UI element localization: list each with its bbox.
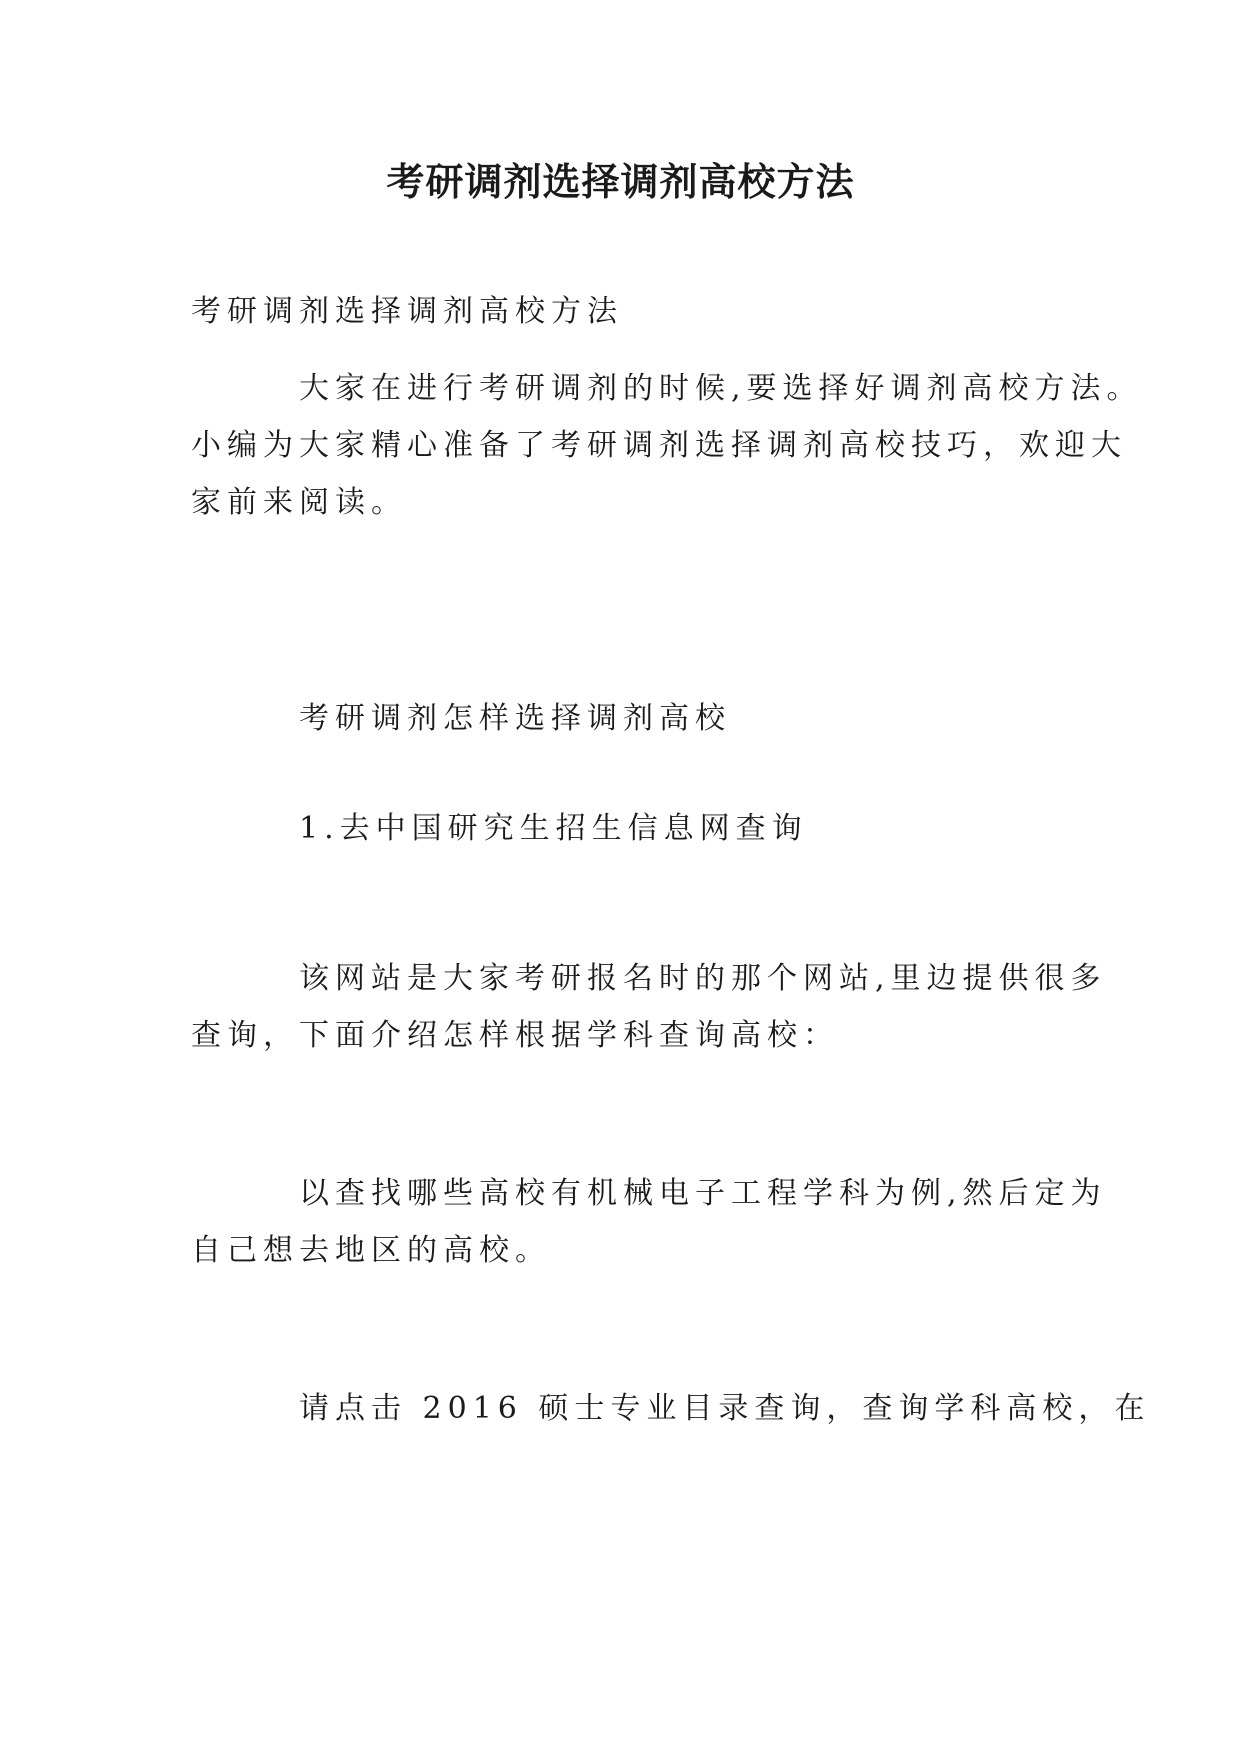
intro-paragraph (191, 360, 1143, 531)
website-line-1: 该网站是大家考研报名时的那个网站,里边提供很多 (299, 961, 1107, 996)
website-line-2: 查询，下面介绍怎样根据学科查询高校： (191, 1018, 839, 1053)
website-paragraph (191, 950, 1107, 1064)
example-paragraph (191, 1165, 1107, 1279)
instruction-paragraph (191, 1380, 1151, 1437)
instruction-line-1: 请点击 2016 硕士专业目录查询，查询学科高校，在 (299, 1391, 1151, 1426)
intro-line-2: 小编为大家精心准备了考研调剂选择调剂高校技巧，欢迎大 (191, 428, 1127, 463)
intro-line-3: 家前来阅读。 (191, 485, 407, 520)
example-line-2: 自己想去地区的高校。 (191, 1233, 551, 1268)
intro-line-1: 大家在进行考研调剂的时候,要选择好调剂高校方法。 (299, 371, 1143, 406)
example-line-1: 以查找哪些高校有机械电子工程学科为例,然后定为 (299, 1176, 1107, 1211)
step-heading-1: 1.去中国研究生招生信息网查询 (299, 811, 808, 846)
document-subtitle: 考研调剂选择调剂高校方法 (191, 294, 623, 329)
section-heading: 考研调剂怎样选择调剂高校 (299, 701, 731, 736)
document-title: 考研调剂选择调剂高校方法 (386, 159, 855, 204)
